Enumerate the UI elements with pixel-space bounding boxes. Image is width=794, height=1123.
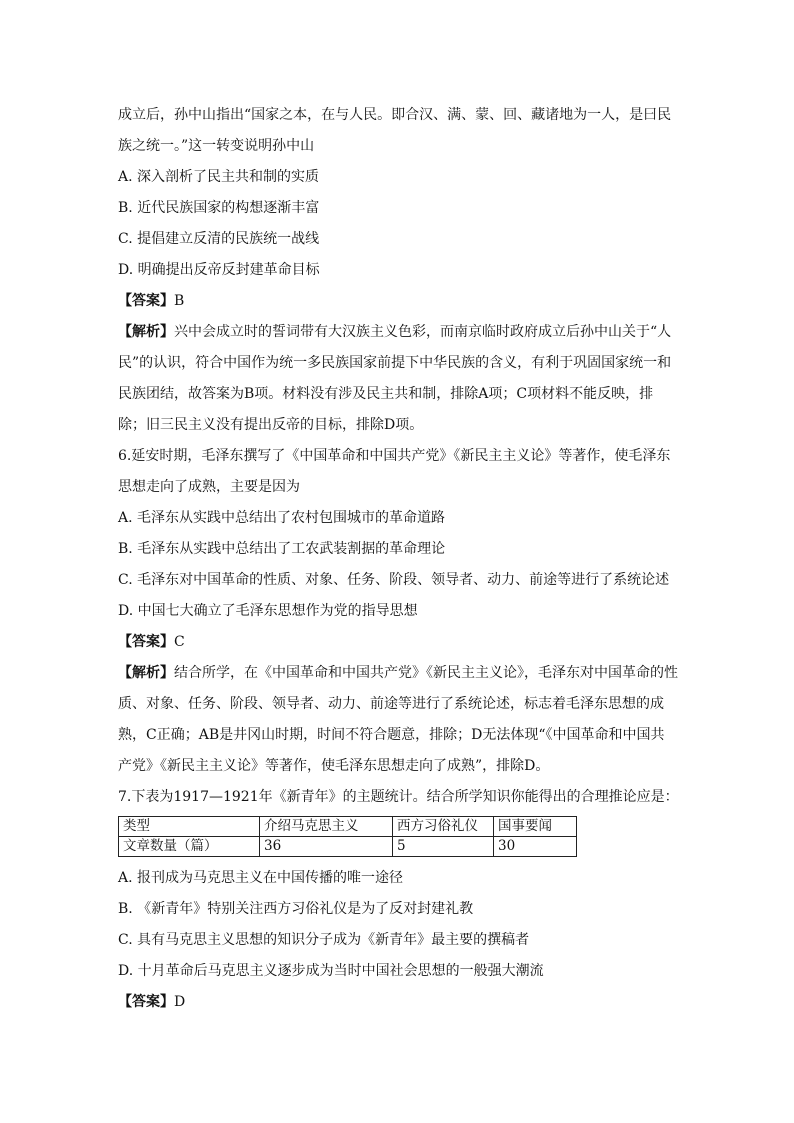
answer-value: C (174, 634, 185, 650)
question-stem-line: 7.下表为1917—1921年《新青年》的主题统计。结合所学知识你能得出的合理推论应是： (118, 789, 679, 805)
table-cell: 30 (494, 837, 577, 857)
analysis-text: 兴中会成立时的誓词带有大汉族主义色彩，而南京临时政府成立后孙中山关于“人民”的认识，符合中国作为统一多民族国家前提下中华民族的含义，有利于巩固国家统一和民族团结，故答案为B项。材料没有涉及民主共和制，排除A项；C项材料不能反映，排除；旧三民主义没有提出反帝的目标，排除D项。 (118, 324, 672, 433)
question-6 (118, 441, 678, 782)
option-d: D. 十月革命后马克思主义逐步成为当时中国社会思想的一般强大潮流 (118, 963, 544, 979)
table-header-cell: 西方习俗礼仪 (393, 817, 494, 837)
option-a: A. 深入剖析了民主共和制的实质 (118, 169, 320, 185)
table-cell: 文章数量（篇） (119, 837, 260, 857)
answer-label: 【答案】 (118, 994, 174, 1010)
answer-value: B (174, 293, 185, 309)
table-cell: 36 (260, 837, 393, 857)
question-stem-line: 族之统一。”这一转变说明孙中山 (118, 138, 315, 154)
question-stem-line: 思想走向了成熟，主要是因为 (118, 479, 300, 495)
analysis-label: 【解析】 (118, 324, 174, 340)
table-header-cell: 类型 (119, 817, 260, 837)
statistics-table (118, 816, 577, 857)
table-cell: 5 (393, 837, 494, 857)
analysis-text: 结合所学，在《中国革命和中国共产党》《新民主主义论》，毛泽东对中国革命的性质、对象、任务、阶段、领导者、动力、前途等进行了系统论述，标志着毛泽东思想的成熟，C正确；AB是井冈山时期，时间不符合题意，排除；D无法体现“《中国革命和中国共产党》《新民主主义论》等著作，使毛泽东思想走向了成熟”，排除D。 (118, 665, 678, 774)
table-header-cell: 国事要闻 (494, 817, 577, 837)
table-header-cell: 介绍马克思主义 (260, 817, 393, 837)
analysis-paragraph (118, 317, 678, 441)
question-7 (118, 782, 678, 1018)
option-b: B. 毛泽东从实践中总结出了工农武装割据的革命理论 (118, 541, 446, 557)
option-c: C. 具有马克思主义思想的知识分子成为《新青年》最主要的撰稿者 (118, 932, 530, 948)
option-d: D. 中国七大确立了毛泽东思想作为党的指导思想 (118, 603, 418, 619)
option-c: C. 提倡建立反清的民族统一战线 (118, 231, 320, 247)
answer-label: 【答案】 (118, 634, 174, 650)
question-stem-line: 6.延安时期，毛泽东撰写了《中国革命和中国共产党》《新民主主义论》等著作，使毛泽东 (118, 448, 671, 464)
table-row (119, 837, 577, 857)
answer-line (118, 286, 678, 317)
analysis-paragraph (118, 658, 678, 782)
question-stem-line: 成立后，孙中山指出“国家之本，在与人民。即合汉、满、蒙、回、藏诸地为一人，是曰民 (118, 107, 672, 123)
answer-line (118, 627, 678, 658)
analysis-label: 【解析】 (118, 665, 174, 681)
option-b: B. 近代民族国家的构想逐渐丰富 (118, 200, 320, 216)
answer-line (118, 987, 678, 1018)
answer-value: D (174, 994, 186, 1010)
question-5 (118, 100, 678, 441)
option-b: B. 《新青年》特别关注西方习俗礼仪是为了反对封建礼教 (118, 901, 474, 917)
option-a: A. 报刊成为马克思主义在中国传播的唯一途径 (118, 870, 404, 886)
document-page (118, 100, 678, 1018)
table-header-row (119, 817, 577, 837)
option-a: A. 毛泽东从实践中总结出了农村包围城市的革命道路 (118, 510, 446, 526)
option-c: C. 毛泽东对中国革命的性质、对象、任务、阶段、领导者、动力、前途等进行了系统论述 (118, 572, 670, 588)
option-d: D. 明确提出反帝反封建革命目标 (118, 262, 320, 278)
answer-label: 【答案】 (118, 293, 174, 309)
